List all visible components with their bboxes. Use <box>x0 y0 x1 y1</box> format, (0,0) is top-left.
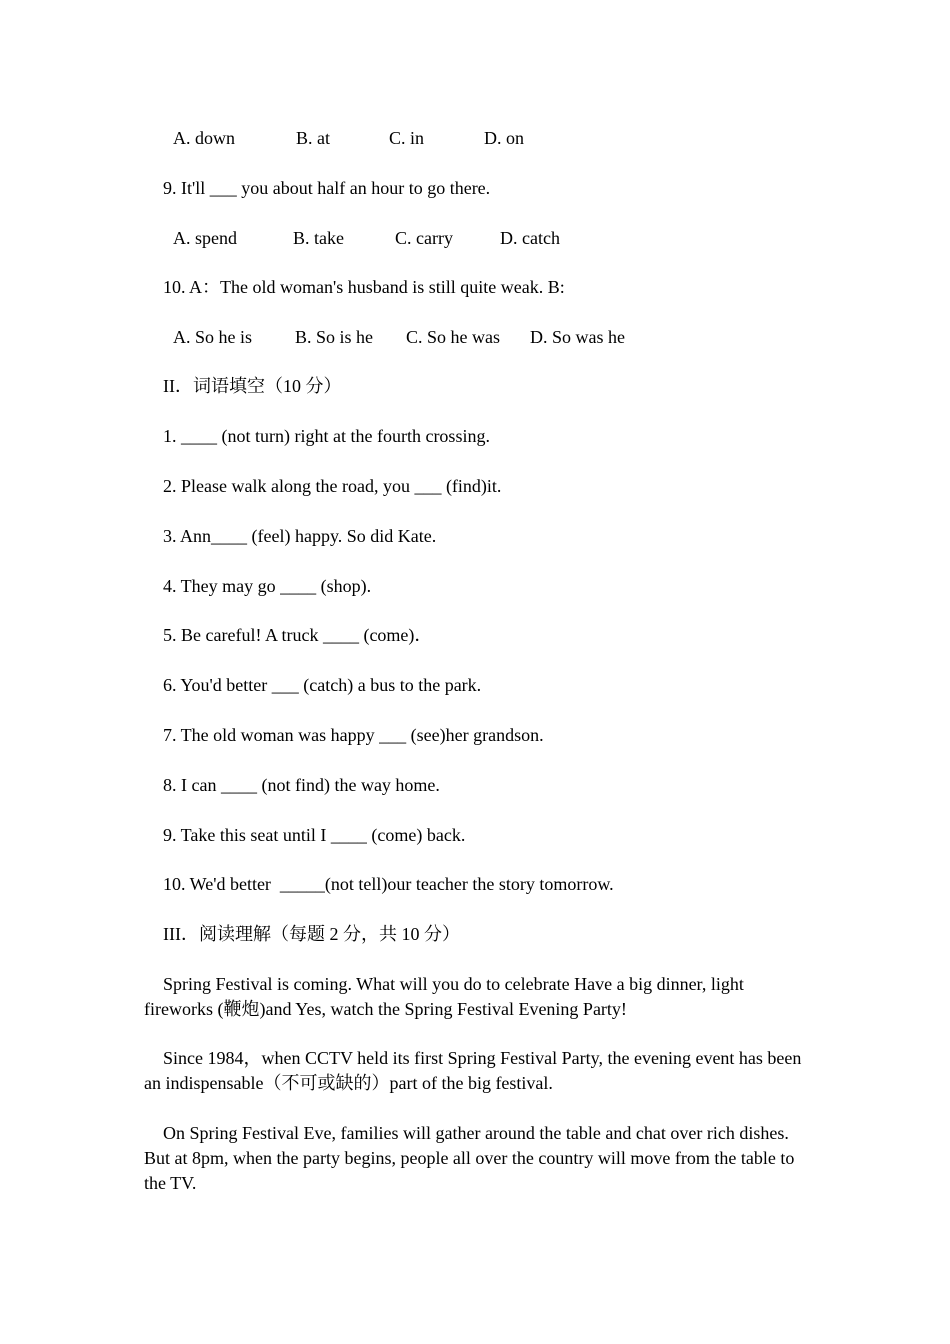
q9-stem: 9. It'll ___ you about half an hour to go there. <box>163 178 491 198</box>
q10-stem: 10. A：The old woman's husband is still quite weak. B: <box>163 277 565 297</box>
reading-paragraph-3: On Spring Festival Eve, families will gather around the table and chat over rich dishes. But at 8pm, when the party begins, people all over the country will move from the table to the TV. <box>144 1123 795 1193</box>
section2-item-9: 9. Take this seat until I ____ (come) back. <box>163 825 466 845</box>
section2-item-6: 6. You'd better ___ (catch) a bus to the park. <box>163 675 482 695</box>
reading-paragraph-1: Spring Festival is coming. What will you do to celebrate Have a big dinner, light fireworks (鞭炮)and Yes, watch the Spring Festival Evening Party! <box>144 974 744 1019</box>
q9-option-c: C. carry <box>395 228 453 248</box>
q10-option-c: C. So he was <box>406 327 500 347</box>
section2-item-1: 1. ____ (not turn) right at the fourth crossing. <box>163 426 490 446</box>
q8-option-a: A. down <box>173 128 235 148</box>
q8-option-b: B. at <box>296 128 330 148</box>
q10-option-b: B. So is he <box>295 327 374 347</box>
q8-option-c: C. in <box>389 128 425 148</box>
q9-option-a: A. spend <box>173 228 237 248</box>
q10-option-a: A. So he is <box>173 327 253 347</box>
section2-item-5: 5. Be careful! A truck ____ (come)． <box>163 625 433 645</box>
q9-option-d: D. catch <box>500 228 560 248</box>
q8-option-d: D. on <box>484 128 524 148</box>
section2-item-2: 2. Please walk along the road, you ___ (find)it. <box>163 476 502 496</box>
section2-item-7: 7. The old woman was happy ___ (see)her grandson. <box>163 725 544 745</box>
section2-item-10: 10. We'd better _____(not tell)our teacher the story tomorrow. <box>163 874 614 894</box>
section2-item-8: 8. I can ____ (not find) the way home. <box>163 775 440 795</box>
section2-item-3: 3. Ann____ (feel) happy. So did Kate. <box>163 526 437 546</box>
section2-item-4: 4. They may go ____ (shop). <box>163 576 372 596</box>
section2-heading: II．词语填空（10 分） <box>163 376 342 396</box>
reading-paragraph-2: Since 1984，when CCTV held its first Spring Festival Party, the evening event has been an indispensable（不可或缺的）part of the big festival. <box>144 1048 802 1093</box>
q9-option-b: B. take <box>293 228 344 248</box>
q10-option-d: D. So was he <box>530 327 625 347</box>
section3-heading: III．阅读理解（每题 2 分，共 10 分） <box>163 924 460 944</box>
